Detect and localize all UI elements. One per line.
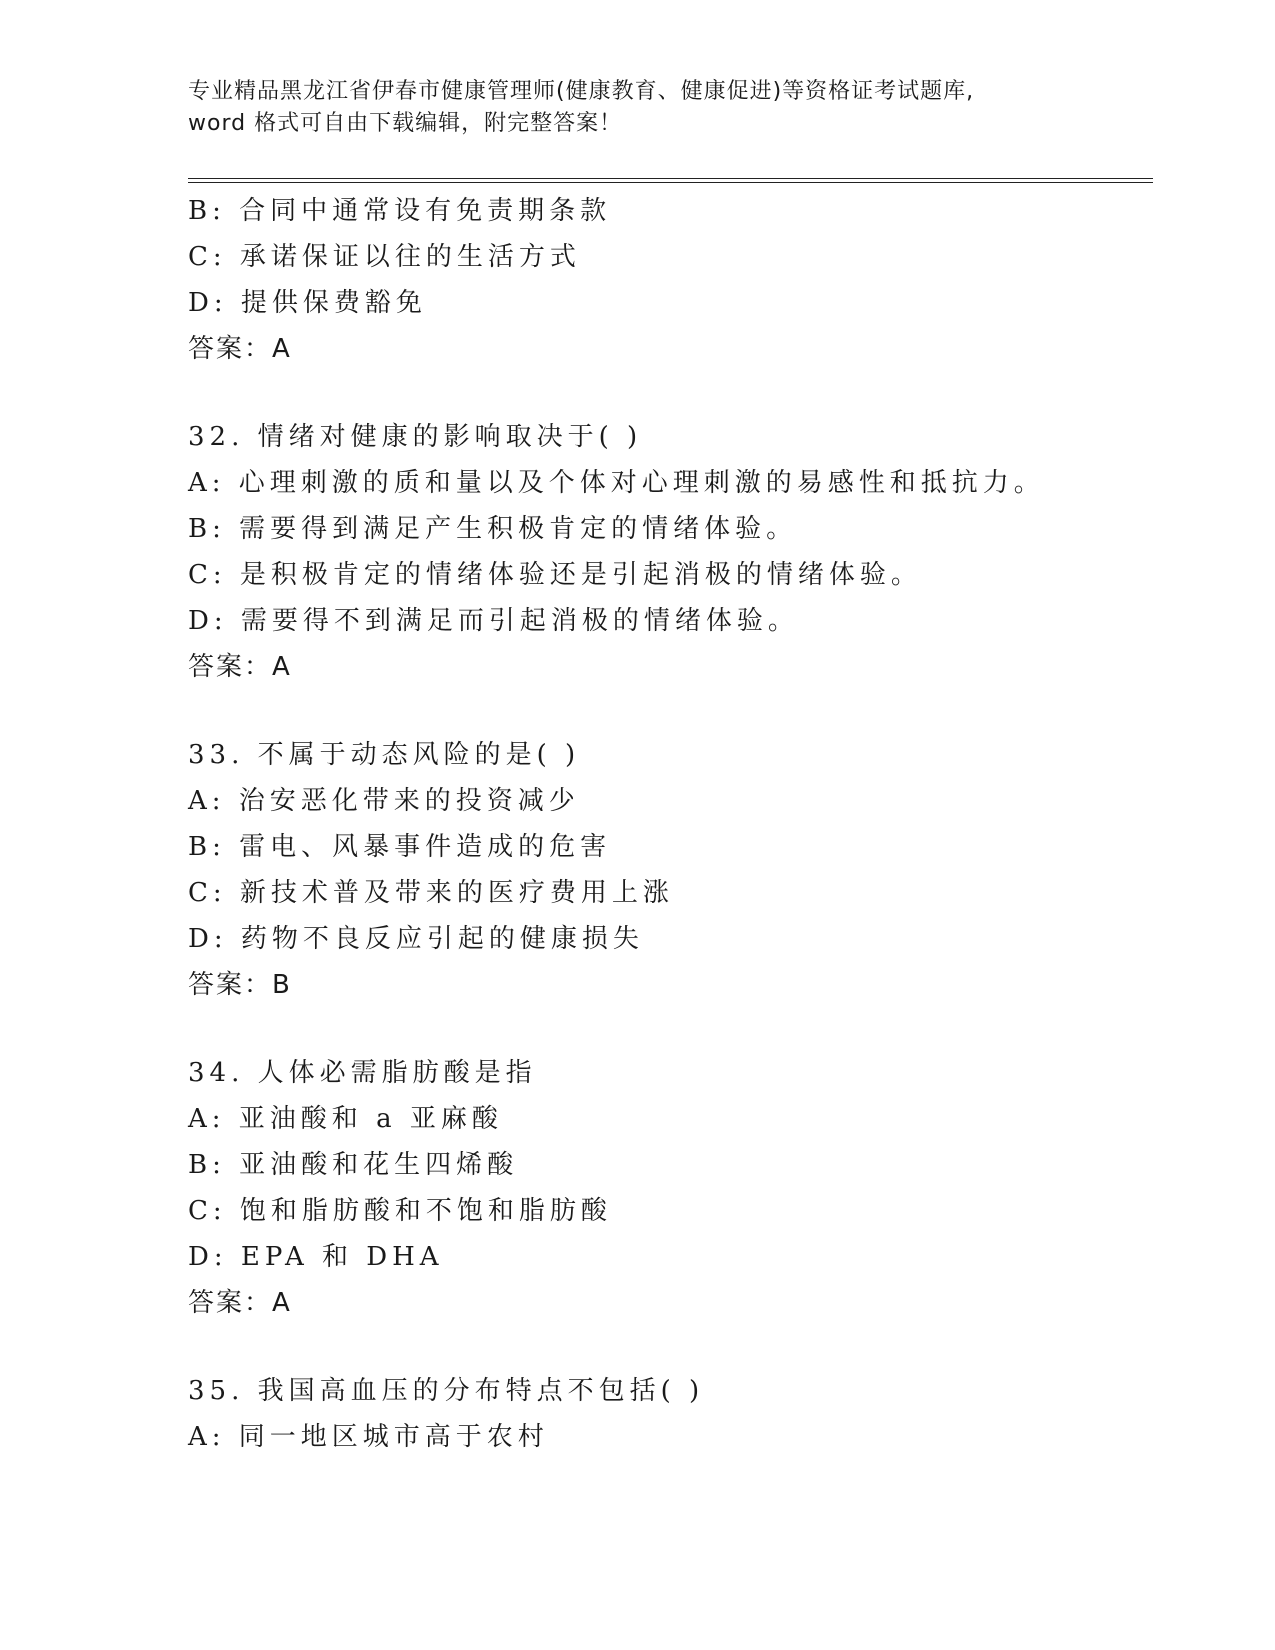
option-b: B: 合同中通常设有免责期条款	[188, 196, 612, 226]
option-c: C: 承诺保证以往的生活方式	[188, 242, 581, 272]
document-header	[188, 76, 1088, 140]
question-34	[188, 1050, 1148, 1326]
option-d: D: 提供保费豁免	[188, 288, 427, 318]
option-a: A: 治安恶化带来的投资减少	[188, 786, 580, 816]
question-stem: 32. 情绪对健康的影响取决于( )	[188, 422, 643, 452]
option-b: B: 亚油酸和花生四烯酸	[188, 1150, 519, 1180]
question-31-continued	[188, 188, 1148, 372]
question-35	[188, 1368, 1148, 1460]
question-stem: 33. 不属于动态风险的是( )	[188, 740, 581, 770]
question-stem: 34. 人体必需脂肪酸是指	[188, 1058, 537, 1088]
header-title-line1: 专业精品黑龙江省伊春市健康管理师(健康教育、健康促进)等资格证考试题库,	[188, 79, 975, 104]
option-c: C: 新技术普及带来的医疗费用上涨	[188, 878, 674, 908]
answer-line: 答案：B	[188, 970, 292, 1000]
option-d: D: EPA 和 DHA	[188, 1242, 444, 1272]
option-c: C: 饱和脂肪酸和不饱和脂肪酸	[188, 1196, 612, 1226]
option-b: B: 需要得到满足产生积极肯定的情绪体验。	[188, 514, 798, 544]
header-title-line2: word 格式可自由下载编辑，附完整答案！	[188, 111, 623, 136]
option-a: A: 亚油酸和 a 亚麻酸	[188, 1104, 503, 1134]
option-d: D: 药物不良反应引起的健康损失	[188, 924, 644, 954]
question-33	[188, 732, 1148, 1008]
answer-line: 答案：A	[188, 1288, 292, 1318]
option-c: C: 是积极肯定的情绪体验还是引起消极的情绪体验。	[188, 560, 922, 590]
question-32	[188, 414, 1148, 690]
question-list	[188, 188, 1148, 1460]
option-b: B: 雷电、风暴事件造成的危害	[188, 832, 612, 862]
question-stem: 35. 我国高血压的分布特点不包括( )	[188, 1376, 705, 1406]
answer-line: 答案：A	[188, 334, 292, 364]
option-d: D: 需要得不到满足而引起消极的情绪体验。	[188, 606, 799, 636]
answer-line: 答案：A	[188, 652, 292, 682]
option-a: A: 同一地区城市高于农村	[188, 1422, 549, 1452]
header-divider	[188, 178, 1153, 183]
option-a: A: 心理刺激的质和量以及个体对心理刺激的易感性和抵抗力。	[188, 468, 1045, 498]
